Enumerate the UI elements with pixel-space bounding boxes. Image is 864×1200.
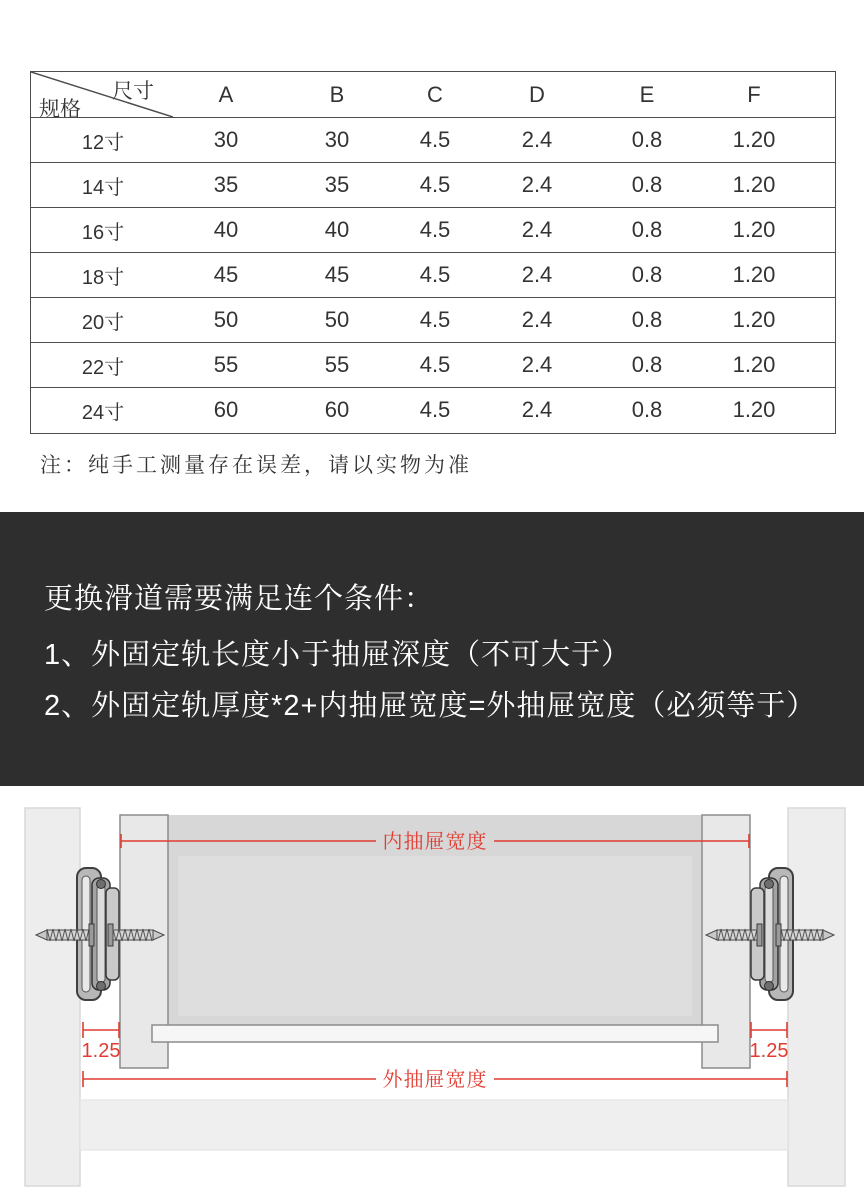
corner-header-size: 尺寸 <box>112 80 154 103</box>
cell-c: 4.5 <box>419 352 451 377</box>
row-label: 24寸 <box>81 401 125 424</box>
cell-c: 4.5 <box>419 172 451 197</box>
cell-a: 35 <box>213 172 239 197</box>
rail-ball-bearing <box>97 982 106 991</box>
drawer-slide-diagram <box>0 786 864 1200</box>
cell-b: 35 <box>324 172 350 197</box>
condition-item-1: 1、外固定轨长度小于抽屉深度（不可大于） <box>44 639 632 671</box>
cell-b: 55 <box>324 352 350 377</box>
cell-e: 0.8 <box>631 307 663 332</box>
column-header-a: A <box>218 81 234 107</box>
cell-b: 30 <box>324 127 350 152</box>
cell-c: 4.5 <box>419 397 451 422</box>
cell-b: 50 <box>324 307 350 332</box>
table-header-row <box>31 72 835 121</box>
conditions-title: 更换滑道需要满足连个条件： <box>44 583 435 615</box>
column-header-f: F <box>747 81 761 107</box>
row-label: 22寸 <box>81 356 125 379</box>
table-row <box>31 252 835 297</box>
cell-a: 30 <box>213 127 239 152</box>
cell-a: 40 <box>213 217 239 242</box>
cell-d: 2.4 <box>521 172 553 197</box>
table-row <box>31 117 835 162</box>
column-header-d: D <box>529 81 545 107</box>
cell-e: 0.8 <box>631 262 663 287</box>
inner-width-label: 内抽屉宽度 <box>382 831 488 853</box>
cell-e: 0.8 <box>631 217 663 242</box>
cell-b: 45 <box>324 262 350 287</box>
rail-ball-bearing <box>97 880 106 889</box>
table-row <box>31 387 835 432</box>
table-row <box>31 207 835 252</box>
table-row <box>31 342 835 387</box>
cell-d: 2.4 <box>521 262 553 287</box>
cabinet-side-left <box>25 808 80 1186</box>
cell-d: 2.4 <box>521 127 553 152</box>
cell-e: 0.8 <box>631 127 663 152</box>
rail-middle-channel <box>97 886 105 982</box>
outer-width-label: 外抽屉宽度 <box>382 1069 488 1091</box>
cell-f: 1.20 <box>732 127 776 152</box>
right-gap-label: 1.25 <box>749 1040 789 1062</box>
cell-f: 1.20 <box>732 262 776 287</box>
cell-f: 1.20 <box>732 307 776 332</box>
corner-header-spec: 规格 <box>39 98 81 121</box>
cell-e: 0.8 <box>631 397 663 422</box>
cell-e: 0.8 <box>631 352 663 377</box>
row-label: 18寸 <box>81 266 125 289</box>
column-header-b: B <box>329 81 345 107</box>
cell-e: 0.8 <box>631 172 663 197</box>
row-label: 14寸 <box>81 176 125 199</box>
drawer-bottom-board <box>152 1025 718 1042</box>
right-gap-dimension <box>750 1022 789 1062</box>
table-row <box>31 297 835 342</box>
cell-c: 4.5 <box>419 307 451 332</box>
row-label: 12寸 <box>81 131 125 154</box>
cell-c: 4.5 <box>419 217 451 242</box>
drawer-back-panel-inner <box>178 856 692 1016</box>
screw-head <box>89 924 94 946</box>
cell-a: 45 <box>213 262 239 287</box>
cell-f: 1.20 <box>732 217 776 242</box>
spec-table <box>30 71 836 434</box>
cell-f: 1.20 <box>732 172 776 197</box>
condition-item-2: 2、外固定轨厚度*2+内抽屉宽度=外抽屉宽度（必须等于） <box>44 690 817 722</box>
cell-d: 2.4 <box>521 217 553 242</box>
left-gap-label: 1.25 <box>81 1040 121 1062</box>
outer-width-dimension <box>83 1068 787 1091</box>
screw-head <box>108 924 113 946</box>
measurement-note: 注：纯手工测量存在误差，请以实物为准 <box>40 454 472 477</box>
cell-a: 50 <box>213 307 239 332</box>
column-header-c: C <box>427 81 443 107</box>
cabinet-side-right <box>788 808 845 1186</box>
cell-f: 1.20 <box>732 397 776 422</box>
row-label: 20寸 <box>81 311 125 334</box>
cell-b: 40 <box>324 217 350 242</box>
cell-c: 4.5 <box>419 127 451 152</box>
cell-c: 4.5 <box>419 262 451 287</box>
cell-a: 60 <box>213 397 239 422</box>
left-gap-dimension <box>82 1022 121 1062</box>
row-label: 16寸 <box>81 221 125 244</box>
cell-d: 2.4 <box>521 397 553 422</box>
conditions-banner <box>0 512 864 786</box>
column-header-e: E <box>639 81 655 107</box>
cell-f: 1.20 <box>732 352 776 377</box>
cabinet-bottom-shelf <box>80 1100 788 1150</box>
cell-d: 2.4 <box>521 307 553 332</box>
cell-b: 60 <box>324 397 350 422</box>
cell-a: 55 <box>213 352 239 377</box>
table-row <box>31 162 835 207</box>
cell-d: 2.4 <box>521 352 553 377</box>
